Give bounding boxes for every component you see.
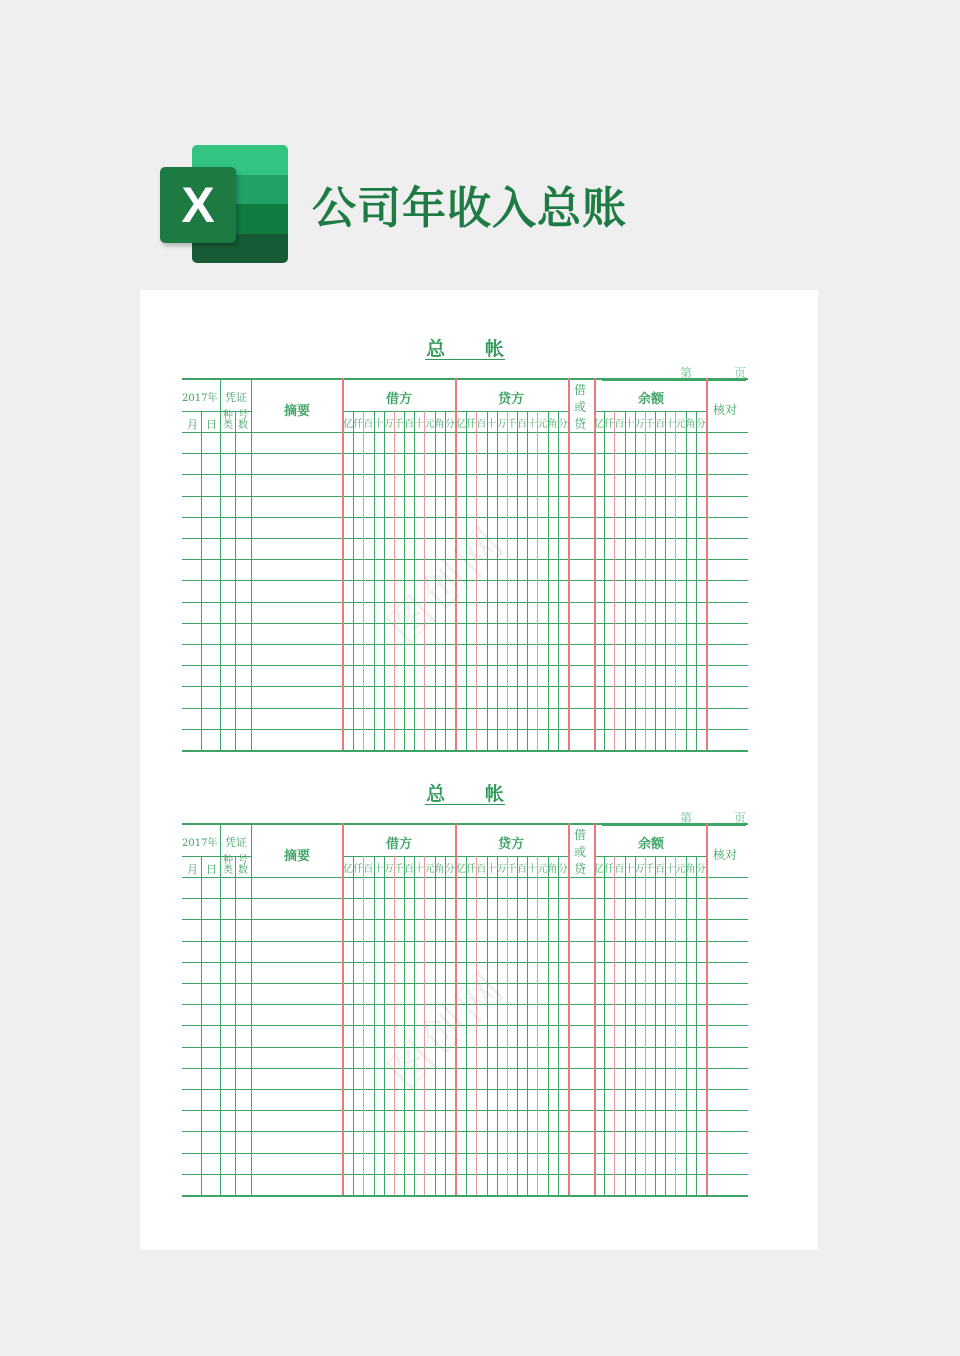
grid-row-line [182,665,748,666]
grid-digit-line [696,411,697,750]
debit-label: 借方 [386,392,413,407]
grid-row-line [182,941,748,942]
grid-header-mid-line [456,411,568,412]
grid-row-line [182,729,748,730]
debit-label: 借方 [386,837,413,852]
debit-digit-label: 千 [393,864,404,875]
grid-digit-line [353,856,354,1195]
balance-digit-label: 分 [695,864,706,875]
grid-digit-line [363,411,364,750]
month-label: 月 [187,418,198,431]
sheet-title: 总 帐 [182,334,748,361]
credit-digit-label: 亿 [456,864,466,875]
watermark: 图创网 [378,961,517,1100]
grid-digit-line [537,411,538,750]
grid-column-line [201,411,202,750]
balance-digit-label: 百 [655,864,666,875]
grid-digit-line [665,856,666,1195]
grid-digit-line [374,411,375,750]
credit-digit-label: 千 [506,419,517,430]
number-label: 号数 [238,855,248,876]
grid-digit-line [655,411,656,750]
summary-label: 摘要 [284,404,311,419]
balance-digit-label: 仟 [604,864,615,875]
credit-digit-label: 角 [547,864,558,875]
debit-digit-label: 十 [373,419,384,430]
grid-digit-line [686,411,687,750]
debit-digit-label: 分 [444,419,455,430]
grid-red-separator [342,823,344,1195]
balance-digit-label: 仟 [604,419,615,430]
grid-digit-line [675,411,676,750]
debit-digit-label: 元 [424,419,435,430]
grid-red-separator [594,378,596,750]
grid-column-line [235,411,236,750]
summary-label: 摘要 [284,849,311,864]
ledger-grid [182,290,748,710]
debit-digit-label: 百 [404,419,415,430]
grid-digit-line [353,411,354,750]
balance-digit-label: 亿 [594,864,604,875]
balance-digit-label: 百 [614,864,625,875]
debit-digit-label: 亿 [343,864,353,875]
balance-digit-label: 万 [634,864,645,875]
balance-digit-label: 万 [634,419,645,430]
grid-digit-line [645,856,646,1195]
grid-row-line [182,496,748,497]
balance-digit-label: 千 [644,864,655,875]
credit-digit-label: 仟 [466,419,477,430]
grid-header-bottom-line [182,877,748,878]
page-number-label: 第 页 [680,811,746,825]
grid-digit-line [625,411,626,750]
grid-digit-line [635,411,636,750]
credit-digit-label: 千 [506,864,517,875]
balance-label: 余额 [638,837,665,852]
debit-digit-label: 角 [434,419,445,430]
credit-digit-label: 十 [486,419,497,430]
grid-row-line [182,644,748,645]
year-label: 2017年 [182,838,218,849]
credit-digit-label: 十 [527,419,538,430]
grid-digit-line [548,856,549,1195]
grid-digit-line [363,856,364,1195]
grid-row-line [182,686,748,687]
grid-row-line [182,1110,748,1111]
debit-digit-label: 角 [434,864,445,875]
type-label: 种类 [223,410,233,431]
grid-row-line [182,1153,748,1154]
grid-row-line [182,453,748,454]
grid-top-line [182,378,748,380]
grid-digit-line [675,856,676,1195]
grid-row-line [182,919,748,920]
grid-row-line [182,474,748,475]
debit-digit-label: 仟 [353,419,364,430]
ledger-grid [182,735,748,1155]
grid-red-separator [568,378,570,750]
grid-digit-line [655,856,656,1195]
credit-label: 贷方 [498,392,525,407]
balance-digit-label: 元 [675,419,686,430]
grid-header-mid-line [343,411,455,412]
credit-digit-label: 万 [496,419,507,430]
balance-digit-label: 百 [614,419,625,430]
debit-digit-label: 十 [414,419,425,430]
grid-row-line [182,1089,748,1090]
page-number-label: 第 页 [680,366,746,380]
grid-digit-line [507,411,508,750]
grid-column-line [235,856,236,1195]
debit-digit-label: 百 [363,419,374,430]
credit-digit-label: 仟 [466,864,477,875]
balance-label: 余额 [638,392,665,407]
voucher-label: 凭证 [225,391,247,404]
voucher-label: 凭证 [225,836,247,849]
credit-label: 贷方 [498,837,525,852]
grid-red-separator [706,823,708,1195]
grid-row-line [182,898,748,899]
grid-digit-line [558,411,559,750]
grid-red-separator [342,378,344,750]
grid-row-line [182,1068,748,1069]
credit-digit-label: 十 [486,864,497,875]
grid-digit-line [374,856,375,1195]
grid-digit-line [604,411,605,750]
excel-logo-icon [160,145,290,265]
grid-digit-line [527,411,528,750]
year-label: 2017年 [182,393,218,404]
grid-header-mid-line [594,856,706,857]
grid-digit-line [384,856,385,1195]
grid-digit-line [517,856,518,1195]
day-label: 日 [206,418,217,431]
debit-digit-label: 百 [404,864,415,875]
month-label: 月 [187,863,198,876]
debit-digit-label: 元 [424,864,435,875]
balance-digit-label: 元 [675,864,686,875]
grid-digit-line [497,856,498,1195]
debit-digit-label: 十 [414,864,425,875]
grid-digit-line [645,411,646,750]
balance-digit-label: 角 [685,419,696,430]
grid-column-line [220,378,221,750]
grid-header-mid-line [456,856,568,857]
sheet-title: 总 帐 [182,779,748,806]
grid-column-line [220,823,221,1195]
grid-red-separator [568,823,570,1195]
debit-digit-label: 千 [393,419,404,430]
grid-digit-line [517,411,518,750]
watermark: 图创网 [378,516,517,655]
grid-column-line [251,823,252,1195]
grid-digit-line [625,856,626,1195]
grid-column-line [201,856,202,1195]
debit-digit-label: 分 [444,864,455,875]
grid-digit-line [614,411,615,750]
debit-digit-label: 亿 [343,419,353,430]
grid-digit-line [686,856,687,1195]
grid-digit-line [558,856,559,1195]
balance-digit-label: 百 [655,419,666,430]
page-title: 公司年收入总账 [312,183,627,234]
grid-header-mid-line [343,856,455,857]
debit-or-credit-label: 借或贷 [574,383,587,431]
credit-digit-label: 百 [476,419,487,430]
credit-digit-label: 角 [547,419,558,430]
debit-or-credit-label: 借或贷 [574,828,587,876]
grid-digit-line [614,856,615,1195]
balance-digit-label: 十 [624,419,635,430]
debit-digit-label: 万 [383,864,394,875]
grid-red-separator [706,378,708,750]
credit-digit-label: 分 [557,864,568,875]
credit-digit-label: 元 [537,419,548,430]
grid-row-line [182,1174,748,1175]
debit-digit-label: 十 [373,864,384,875]
balance-digit-label: 十 [665,864,676,875]
grid-top-line [182,823,748,825]
grid-column-line [251,378,252,750]
grid-digit-line [635,856,636,1195]
balance-digit-label: 千 [644,419,655,430]
debit-digit-label: 仟 [353,864,364,875]
ledger-sheet-2 [182,735,748,1155]
grid-row-line [182,708,748,709]
grid-header-mid-line [594,411,706,412]
check-label: 核对 [713,403,738,417]
grid-digit-line [394,411,395,750]
grid-digit-line [527,856,528,1195]
balance-digit-label: 角 [685,864,696,875]
day-label: 日 [206,863,217,876]
ledger-paper [140,290,818,1250]
grid-digit-line [696,856,697,1195]
credit-digit-label: 百 [476,864,487,875]
grid-digit-line [384,411,385,750]
balance-digit-label: 亿 [594,419,604,430]
grid-digit-line [394,856,395,1195]
debit-digit-label: 百 [363,864,374,875]
grid-digit-line [665,411,666,750]
ledger-sheet-1 [182,290,748,710]
grid-digit-line [537,856,538,1195]
credit-digit-label: 十 [527,864,538,875]
excel-logo-letter: X [160,167,236,243]
balance-digit-label: 分 [695,419,706,430]
check-label: 核对 [713,848,738,862]
grid-digit-line [604,856,605,1195]
grid-digit-line [548,411,549,750]
credit-digit-label: 亿 [456,419,466,430]
credit-digit-label: 百 [517,419,528,430]
grid-digit-line [497,411,498,750]
grid-row-line [182,1131,748,1132]
credit-digit-label: 元 [537,864,548,875]
type-label: 种类 [223,855,233,876]
grid-digit-line [507,856,508,1195]
number-label: 号数 [238,410,248,431]
balance-digit-label: 十 [665,419,676,430]
grid-row-line [182,623,748,624]
credit-digit-label: 分 [557,419,568,430]
credit-digit-label: 万 [496,864,507,875]
balance-digit-label: 十 [624,864,635,875]
grid-header-bottom-line [182,432,748,433]
grid-red-separator [594,823,596,1195]
debit-digit-label: 万 [383,419,394,430]
grid-bottom-line [182,1195,748,1197]
credit-digit-label: 百 [517,864,528,875]
